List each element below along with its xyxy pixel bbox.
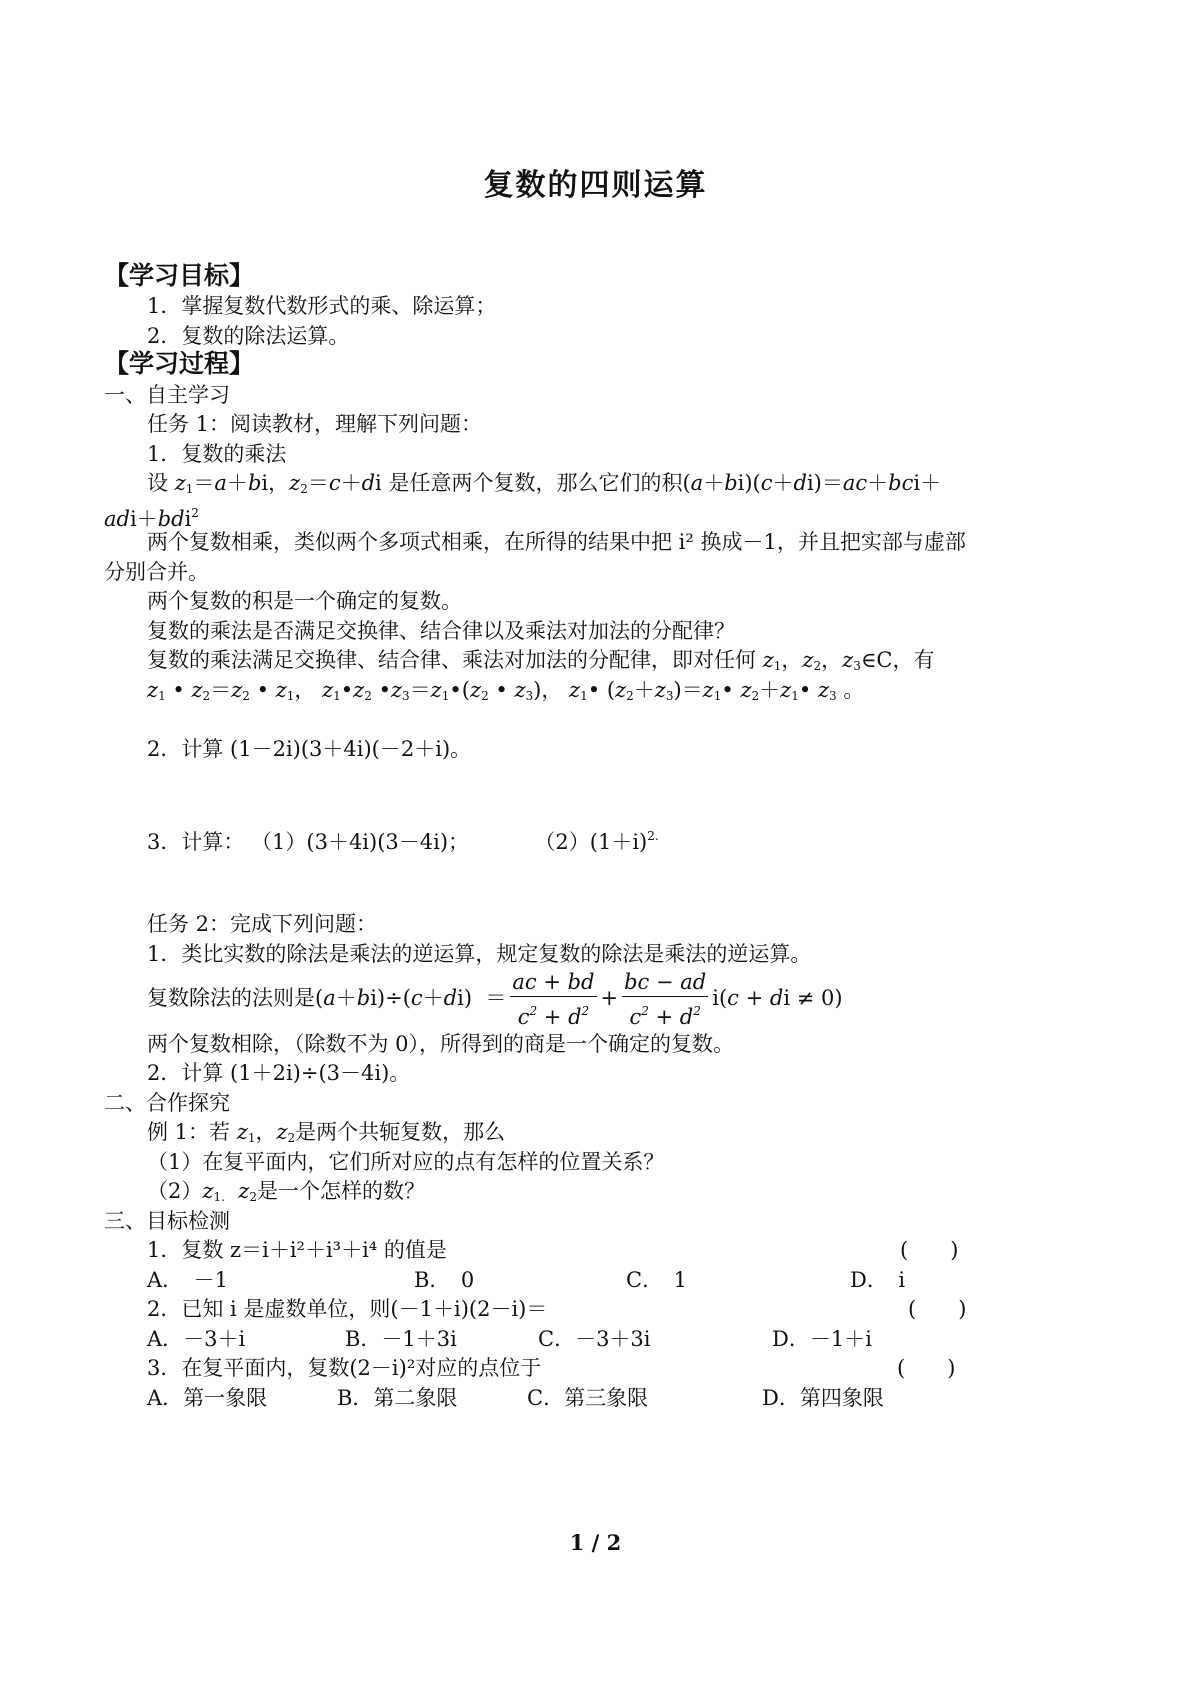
mult-title: 1．复数的乘法	[147, 442, 287, 466]
mult-explain-2: 分别合并。	[104, 560, 209, 584]
question-1-option-b: B． 0	[414, 1268, 475, 1292]
part1-heading: 一、自主学习	[104, 383, 230, 407]
part2-heading: 二、合作探究	[104, 1091, 230, 1115]
example-1-q2-end: 是一个怎样的数？	[256, 1179, 425, 1203]
mult-def-prefix: 设	[147, 471, 168, 495]
example-1-prefix: 例 1：若	[147, 1120, 231, 1144]
page-title: 复数的四则运算	[483, 168, 708, 203]
question-3-option-c: C．第三象限	[527, 1386, 649, 1410]
calc-3b: （2）(1＋i)	[534, 830, 648, 854]
mult-law-formulas: $z_1$ • $z_2=z_2$ • $z_1$， $z_1•z_2$ $•z_3=z_1•(z_2$ • $z_3$)， $z_1•$ $(z_2+z_3)=z_1•$ $z_2+z_1•$ $z_3$ 。	[147, 678, 865, 703]
example-1-q1: （1）在复平面内，它们所对应的点有怎样的位置关系？	[147, 1150, 665, 1174]
div-rule: 复数除法的法则是(a＋bi)÷(c＋di) ＝ $\frac{ac + bd}{c^2 + d^2}$ + $\frac{bc - ad}{c^2 + d^2}$ i(c + di ≠ 0)	[147, 970, 843, 1029]
mult-definition-cont: adi＋bdi$^2$	[104, 506, 199, 531]
question-3-option-b: B．第二象限	[337, 1386, 458, 1410]
div-intro: 1．类比实数的除法是乘法的逆运算，规定复数的除法是乘法的逆运算。	[147, 942, 812, 966]
question-2-bracket: ( )	[908, 1297, 967, 1321]
question-3-bracket: ( )	[897, 1356, 956, 1380]
question-2-option-a: A．－3＋i	[147, 1327, 246, 1351]
mult-law-text: 复数的乘法满足交换律、结合律、乘法对加法的分配律，即对任何	[147, 648, 756, 672]
question-2-option-b: B．－1＋3i	[345, 1327, 457, 1351]
question-3-option-d: D．第四象限	[762, 1386, 884, 1410]
mult-law: 复数的乘法满足交换律、结合律、乘法对加法的分配律，即对任何 $z_1$，$z_2$，$z_3\in C$，有	[147, 648, 935, 673]
example-1: 例 1：若 $z_1$，$z_2$是两个共轭复数，那么	[147, 1120, 506, 1145]
calc-3a: 3．计算： （1）(3＋4i)(3－4i)；	[147, 830, 470, 854]
mult-def-mid: 是任意两个复数，那么它们的积	[388, 471, 683, 495]
part3-heading: 三、目标检测	[104, 1209, 230, 1233]
process-heading: 【学习过程】	[104, 349, 255, 378]
goal-2: 2．复数的除法运算。	[147, 324, 350, 348]
question-1-option-d: D． i	[850, 1268, 906, 1292]
example-1-end: 是两个共轭复数，那么	[295, 1120, 506, 1144]
question-1-stem: 1．复数 z＝i＋i²＋i³＋i⁴ 的值是	[147, 1238, 447, 1262]
task2: 任务 2：完成下列问题：	[147, 912, 378, 936]
mult-note: 两个复数的积是一个确定的复数。	[147, 589, 462, 613]
question-3-option-a: A．第一象限	[147, 1386, 268, 1410]
question-2-stem: 2．已知 i 是虚数单位，则(－1＋i)(2－i)＝	[147, 1297, 548, 1321]
div-rule-label: 复数除法的法则是	[147, 986, 315, 1010]
question-1-bracket: ( )	[900, 1238, 959, 1262]
goal-1: 1．掌握复数代数形式的乘、除运算；	[147, 294, 497, 318]
calc-2: 2．计算 (1－2i)(3＋4i)(－2＋i)。	[147, 737, 472, 761]
mult-question: 复数的乘法是否满足交换律、结合律以及乘法对加法的分配律？	[147, 619, 735, 643]
mult-law-end: ∈C，有	[860, 648, 935, 672]
mult-explain-1: 两个复数相乘，类似两个多项式相乘，在所得的结果中把 i² 换成－1，并且把实部与虚部	[147, 530, 966, 554]
question-3-stem: 3．在复平面内，复数(2－i)²对应的点位于	[147, 1356, 542, 1380]
task1: 任务 1：阅读教材，理解下列问题：	[147, 412, 483, 436]
question-2-option-c: C．－3＋3i	[538, 1327, 651, 1351]
div-note: 两个复数相除，（除数不为 0），所得到的商是一个确定的复数。	[147, 1032, 735, 1056]
mult-definition: 设 $z_1=a+bi$，$z_2=c+di$ 是任意两个复数，那么它们的积(a＋bi)(c＋di)＝ac＋bci＋	[147, 471, 942, 496]
goals-heading: 【学习目标】	[104, 261, 255, 290]
div-calc: 2．计算 (1＋2i)÷(3－4i)。	[147, 1061, 411, 1085]
page-number: 1 / 2	[569, 1530, 622, 1555]
question-1-option-c: C． 1	[626, 1268, 687, 1292]
calc-3: 3．计算： （1）(3＋4i)(3－4i)； $(2)(1+i)^{2.}$	[147, 829, 659, 854]
example-1-q2: $(2)z_{1.}$ $z_2$是一个怎样的数？	[147, 1179, 425, 1204]
question-1-option-a: A． －1	[147, 1268, 229, 1292]
question-2-option-d: D．－1＋i	[772, 1327, 872, 1351]
